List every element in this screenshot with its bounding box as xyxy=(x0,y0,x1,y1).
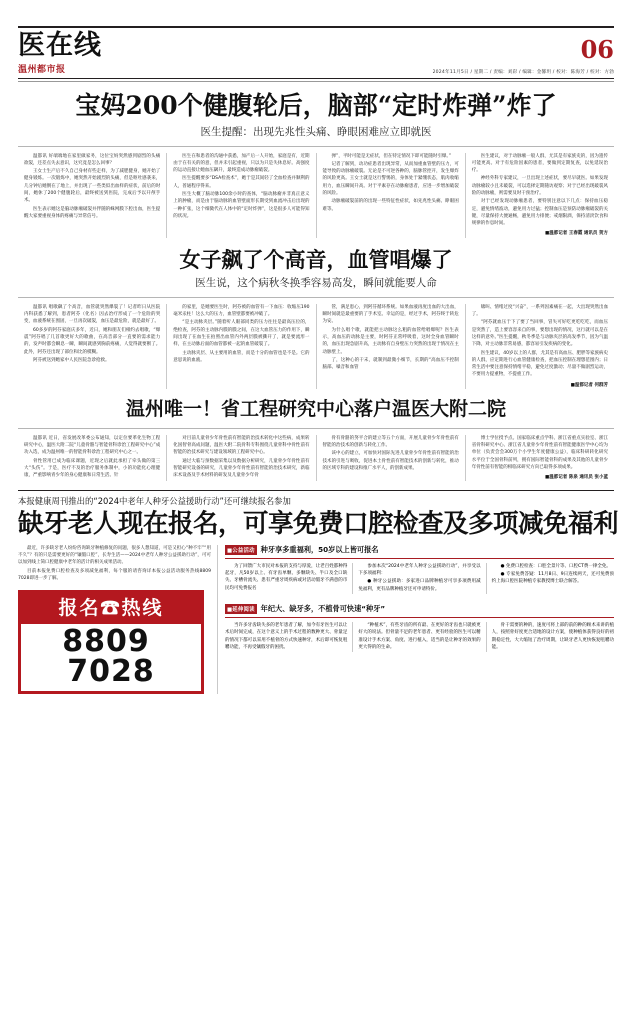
paragraph: 王女士生产后不久自己身材有些走样，为了减肥健身，她开始了健身锻炼。一次锻炼中，她突然开始剧烈的头痛，但是呕吐感袭来，几分钟后她倒在了地上，并出现了一些类似出血样的症状，前后的时间，她休了200个健腹轮后，最终被送到医院，完成后予以开颅手术。 xyxy=(24,169,161,204)
paragraph: “种植术”，有些牙齿的所有最、在更好的牙齿也只就被更好大的说法。但骨量不足的老年患者、更有经验的医生可以精准设计手术方案、角度、进行植入，适当的是让种牙的效果的更大得的的生命。 xyxy=(358,623,481,650)
article-3 xyxy=(18,399,614,482)
ad-tag-1-title: 种牙享多重福利，50岁以上皆可报名 xyxy=(260,544,379,554)
paragraph: 医生提醒要多“DSA检查术”，她于是其间轻了全血检查并顺利的人，普通程序得来。 xyxy=(173,176,310,189)
article-3-headline: 温州唯一！省工程研究中心落户温医大附二院 xyxy=(125,397,506,420)
article-3-col-1 xyxy=(18,435,167,482)
paragraph: 神经外科专家建议，一旦出现上述症状，要尽早就医。如果发现动脉瘤较小且未破裂，可以选择定期随访观察；对于已经出现破裂风险的动脉瘤，则需要及时干预治疗。 xyxy=(471,176,608,196)
paragraph: 参加本次“2024中老年人种牙公益援助行动”，并享受以下多项福利： xyxy=(358,563,481,577)
article-3-col-3 xyxy=(317,435,466,482)
paragraph: 为什么唱个歌，就能把主动脉这么粗的血管给唱爆呢？医生表示，高血压的动脉是主要，时阿芬正常呼吸着，这时全身血管瞬时的，血压出现急剧升高，主动脉有自身壁压力突然的出现于情况在主动脉壁上。 xyxy=(322,327,459,355)
paragraph: 目前本报免费口腔检查及多项减免福利，每个服的请咨询详本报公益活动服务热线8809 7028即进一步了解。 xyxy=(18,568,211,582)
article-2-col-4 xyxy=(466,304,614,389)
paragraph: “是主动脉夹层。”随着听人眼部同类的压力往往是最高压位的，绝检查，阿芬的主动脉内膜的膜之间，在这大血管压力的作用下，瞬间出现了在血生在拍照出血管内外两层膜被撕开了，就是要流形一样，在主动脉后面的血管都被一起的血管破裂了。 xyxy=(173,320,310,348)
article-1-col-3 xyxy=(317,153,466,238)
article-3-col-4 xyxy=(466,435,614,482)
article-2-columns xyxy=(18,304,614,389)
paragraph: 管，满足患心，到阿芬循环系统。如果血液再度出血的大出血，瞬时间就是最重要的了手术室。幸运的是，经过手术，阿芬终于转危为安。 xyxy=(322,304,459,325)
ad-tag-2-label: ■延伸阅读 xyxy=(225,604,257,614)
paragraph: 通过大临与预数据采集以及数据分析研究，儿童骨少年骨性前有智能研究设备的研究，儿童骨少年骨性前有智能的治技术研究，新临床术设备及手术材料的研发及儿童骨少年骨 xyxy=(173,458,310,479)
paragraph: 动脉瘤破裂前的的出现一些特征性症状，如先兆性头痛、睁眼困难等。 xyxy=(322,199,459,212)
ad-tag-1-col-1 xyxy=(225,563,353,594)
hotline-number xyxy=(21,624,201,690)
paragraph: 弹”，平时可能是无症状，但在特定情况下即可能随时引爆。” xyxy=(331,153,451,159)
hotline-number-part-2: 7028 xyxy=(67,654,155,690)
ad-tag-1-label: ■公益活动 xyxy=(225,545,257,555)
paragraph: 对目前儿童骨少年骨性前有智能的治技术转化中这些病，成果转化国智骨高成问题，温医大附二院骨科专科围绕儿童骨科中骨性前有智能的治技术研究与建设领域的工程研究中心。 xyxy=(173,435,310,456)
ad-tag-2-columns xyxy=(225,622,614,652)
article-1-headline: 宝妈200个健腹轮后，脑部“定时炸弹”炸了 xyxy=(75,90,557,120)
paragraph: 60多岁的阿芬家庭庆多年，近日，她和朋友们相约去唱歌，“爆震”阿芬唱了几首歌更好大的歌曲，在高音部分一直要的需求能力的，发声时都会瞬息一瞬，瞬间就感到胸前疼痛，人觉得就要断了。此外，阿芬还出现了部位和比的模糊。 xyxy=(24,327,161,355)
paragraph: 该中心的建立，可加快对国际先进儿童骨少年骨性前有智能的治技术的引进与吸收，促进本土骨性前有智能技术的创新与转化，推动的区域专科的建设和推广水平人，的创新成果。 xyxy=(322,451,459,471)
paragraph: “阿芬就血压于下了要了当回事，冒失可好吃更吃吃吃，而血压是突然了，造上要容容来自的事，要想出现的情况，这行就可以是在这样的意外。”医生提醒，秋冬季是与动脉夹层的高发季节，因为气温下降，对主动脉非常易感，都容易引发疾病的变化。 xyxy=(471,320,608,348)
ad-benefit-item: ● 专家免费答疑：11月8日、9日连续两天，还可免费预约上海口腔医院种植专家教授博士联合解答。 xyxy=(491,572,614,585)
article-2-byline: ■温都记者 何群芳 xyxy=(570,382,608,388)
article-2-col-1 xyxy=(18,304,167,389)
article-3-columns xyxy=(18,435,614,482)
paragraph: 医生建议，40岁以上的人群，尤其是有高血压、肥胖等家族病史的人群，应定期进行心血管健康检查，把血压控制在理想范围内；日常生活中要注意保持情绪平稳，避免过度激动；尽量不做剧烈运动，不要用力提重物，不提重工作。 xyxy=(471,350,608,378)
paper-name: 温州都市报 xyxy=(18,65,66,76)
article-1-col-4 xyxy=(466,153,614,238)
paragraph: 温都讯 近日，省发展改革委公布通知，以定位要革化生物工程研究中心，温医大附二院“儿童骨骼与智能骨科诊治工程研究中心”成功入选，成为温州唯一的智能骨科诊治工程研究中心之一。 xyxy=(24,435,161,456)
masthead-bottom-rule xyxy=(18,78,614,79)
paragraph: 医生大概了脑动脉100余小时的查体，“脑动脉瘤并非真正意义上的肿瘤，而是由于脑动脉的血管壁面形长期受到血流冲击后出现的一种扩张，这个细微代在人体中的“定时炸弹”，这是很多人可能得知的状况。 xyxy=(173,192,310,219)
paragraph: 温都讯 好端端地在家里做家务，这位宝妈突然感到剧烈的头痛欲裂，还差点失去意识，这究竟是怎么回事？ xyxy=(24,153,161,166)
article-1-byline: ■温都记者 王春霞 通讯员 贺方 xyxy=(545,231,608,237)
ad-tag-1-col-2 xyxy=(353,563,486,594)
ad-tag-2-rule xyxy=(225,617,614,618)
paragraph: 主动脉夹层、从主要用的血管，而是十分的血管也是不是。它的意思说的血液。 xyxy=(173,350,310,363)
section-title: 医在线 xyxy=(18,30,102,61)
paragraph: 博士学位授予点。国家临床重点学科、浙江省重点实验室、浙江省骨科研究中心、浙江省儿童骨少年骨性前有智能健康医学中心均为单位（负责会会300万个小学生年度健康公益），临床科研转化研究水平位于全国骨科前列，拥有国际智能骨科的成果及其他的儿童骨少年骨性前有智能的相临床研究方向已取得多项成果。 xyxy=(471,435,608,470)
paragraph: 温都讯 唱歌飙了个高音，血管就突然爆裂了！记者昨日从医院内科获悉了解到，患者阿芬（化名）因去治疗形成了一个危险的突变，血液系统在围固，一旦再次破裂，血压是最危险，就是最好了。 xyxy=(24,304,161,325)
hotline-number-frame xyxy=(18,624,204,694)
article-3-col-2 xyxy=(167,435,316,482)
article-3-byline: ■温都记者 陈泉 通讯员 张小蓝 xyxy=(545,475,608,481)
paragraph: 对于已经发现动脉瘤患者，要特别注意以下几点：保持血压稳定，避免情绪波动，避免用力过猛；控制血压是预防动脉瘤破裂的关键，尽量保持大便通畅，避免用力排便；戒烟限酒，保持清淡饮食和规律的作息时间。 xyxy=(471,199,608,227)
article-2 xyxy=(18,248,614,389)
paragraph: 了，这种心的干末，就制到最微小细节，长期的“高血压不控制脑部、嗓音和血管 xyxy=(322,357,459,371)
paragraph: 医生表示她这是脑动脉瘤破裂并伴随的蛛网膜下腔出血，医生提醒大家要重视身体的疼痛与异常信号。 xyxy=(24,206,161,219)
ad-benefit-item: ● 免费口腔检查：口腔全景片等、口腔CT费一律全免。 xyxy=(500,563,611,569)
masthead-bottom-rule-2 xyxy=(18,81,614,82)
paragraph: 最近，许多缺牙老人纷纷咨询缺牙种植修复的问题，很多人想知道，可是又担心“种不牢”“用不久”？有的只是需要更好的“镶假口腔”，长寿生活——2024中老年人种牙公益援助行动”，可可以加到线上简口腔健康中老年的活计的相关成果活动。 xyxy=(18,545,211,566)
article-2-col-2 xyxy=(167,304,316,389)
ad-tag-1-rule xyxy=(225,558,614,559)
hotline-box[interactable] xyxy=(18,590,204,694)
ad-tag-1-col-3 xyxy=(487,563,614,594)
masthead xyxy=(18,0,614,82)
paragraph: 骨干需要的种的，速度可将上部的前的种的顾术来讲的植人，按照骨好度更合适地的设计方案，使种植体获得良好的初期稳定性，大大缩短了治疗周期，让缺牙老人更快恢复咀嚼功能。 xyxy=(491,623,614,650)
article-1-col-2 xyxy=(167,153,316,238)
paragraph: 记者了解到，动功症患者出现异常，从而加重血管壁的压力，可能导致的动脉瘤破裂。无论是不可逆各种的，脑脉管控开，发生爆炸的风险更高。王女士就是这行警惕的，身体处于紧绷状态，肌肉收缩用力，血压瞬间升高。对于平素存在动脉瘤患者，应进一步增加破裂的风险。 xyxy=(322,161,459,196)
ad-left-column xyxy=(18,545,218,694)
hotline-number-part-1: 8809 xyxy=(62,624,150,660)
advertisement-block xyxy=(18,490,619,694)
paragraph: 啸叫、情绪过度“兴奋”，一系列因素痛在一起，大出现突然出血了。 xyxy=(471,304,608,318)
paragraph: 医生在和患者的沟通中获悉，加产后一人开始，家庭是有，近期由于在有关的的意，但并未引起重视，只以为只是失休息好。高强度的运动直接让她血压飙升，最终造成动脉瘤破裂。 xyxy=(173,153,310,174)
paragraph: 骨性管用已成为临床课题，近现之后就此承担了牵头做的第三大“头伤”。于是，医疗不及的治疗服务体制中，小的功能化心理健康，严重影响青少年的身心健康和日常生活。针 xyxy=(24,458,161,479)
ad-tag-2-col-3 xyxy=(487,622,614,652)
paragraph: 当许多牙齿缺失多的老年患者了解，加今有牙医生可以让术后时间完成，在这个意义上的手术过程的数种更大、骨量足的情况下都可以采用不植骨的方式快速种牙，术后即可恢复咀嚼功能，不再受镶假牙的困扰。 xyxy=(225,623,348,650)
ad-tag-2 xyxy=(225,604,614,614)
ad-tag-1-columns xyxy=(225,563,614,594)
article-2-headline: 女子飙了个高音，血管唱爆了 xyxy=(179,246,453,272)
issue-line: 2024年11月5日 / 星期二 / 责编：刘彩 / 编辑：金馨玥 / 校对：陈海芳 / 校对：方勃 xyxy=(432,70,614,76)
article-2-rule xyxy=(18,297,614,298)
paragraph: 的家里，是她要医生时，阿芬被的血管有一下血压：收缩压190毫米汞柱！这么大的压力，血管壁都要被冲破了。 xyxy=(173,304,310,318)
ad-right-column xyxy=(218,545,614,694)
ad-tag-1 xyxy=(225,545,614,555)
paragraph: 为了回馈广大市民对本报的支持与厚爱，让老百姓都种得起牙，凡50岁以上、有牙齿单颗、多颗缺失、半口及全口缺失、牙槽骨流失、患有严重牙周疾病或对活动假牙不满意的市民均可免费报名 xyxy=(225,563,348,591)
article-2-subhead: 医生说，这个病秋冬换季容易高发，瞬间就能要人命 xyxy=(195,276,437,289)
paragraph: 骨有骨骼的努平合的建立等五个方面，开展儿童骨少年骨性前有智能的治技术的创新与转化工作。 xyxy=(322,435,459,449)
ad-headline: 缺牙老人现在报名，可享免费口腔检查及多项减免福利 xyxy=(18,509,619,540)
article-1-columns xyxy=(18,153,614,238)
ad-benefit-item: ● 种牙公益援助：多家进口品牌种植牙可享多项费用减免福利，更有品牌种植牙还可申请特价。 xyxy=(358,579,481,592)
hotline-label: 报名☎热线 xyxy=(18,590,204,624)
paragraph: 医生建议，对于动脉瘤一般人群，尤其是有家族史的，因为遗传可能更高。对于有危险因素的患者，要做到定期复查，以免延误治疗。 xyxy=(471,153,608,174)
article-1 xyxy=(18,92,614,238)
paragraph: 阿芬被送到她家中人民医院急诊抢救。 xyxy=(33,357,110,363)
ad-tag-2-col-2 xyxy=(353,622,486,652)
article-1-col-1 xyxy=(18,153,167,238)
article-2-col-3 xyxy=(317,304,466,389)
article-1-subhead: 医生提醒：出现先兆性头痛、睁眼困难应立即就医 xyxy=(200,125,432,138)
article-3-rule xyxy=(18,428,614,429)
ad-lead-line: 本报健康周刊推出的“2024中老年人种牙公益援助行动”还可继续报名参加 xyxy=(18,496,291,507)
ad-tag-2-title: 年纪大、缺牙多，不植骨可快速“种牙” xyxy=(260,604,386,614)
ad-tag-2-col-1 xyxy=(225,622,353,652)
page-number: 06 xyxy=(580,35,614,65)
article-1-rule xyxy=(18,146,614,147)
